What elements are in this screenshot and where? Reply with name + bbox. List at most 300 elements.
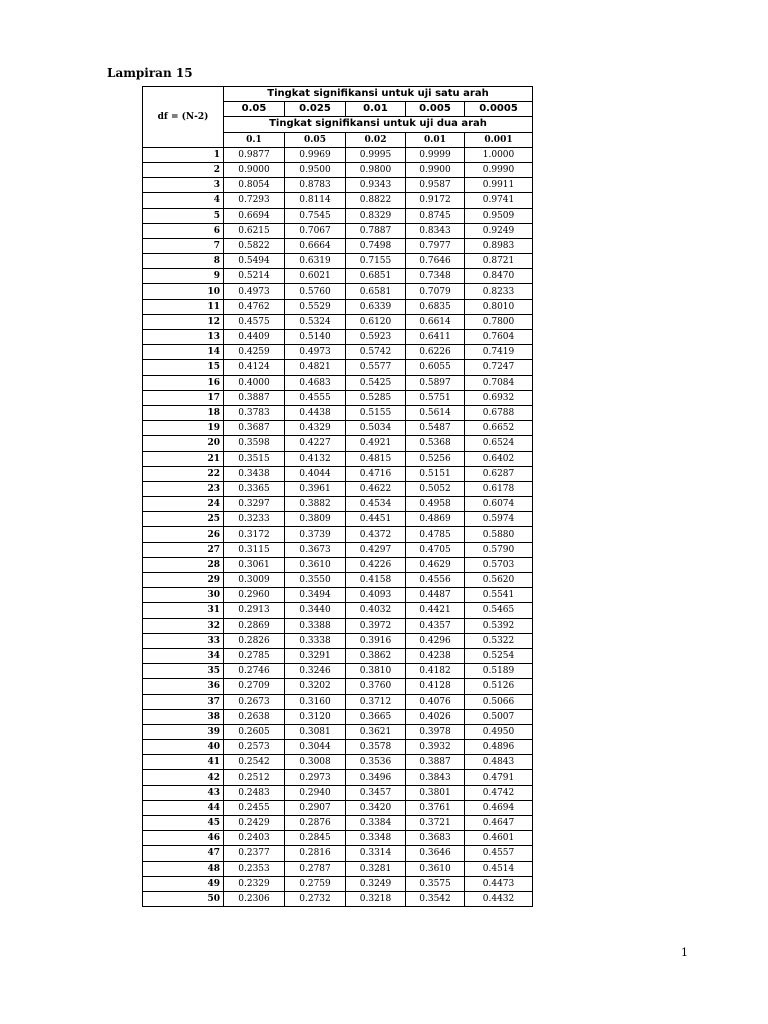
value-cell: 0.4716 xyxy=(346,466,406,481)
value-cell: 0.5620 xyxy=(465,573,533,588)
df-cell: 16 xyxy=(143,375,224,390)
value-cell: 0.5151 xyxy=(406,466,465,481)
value-cell: 0.2746 xyxy=(224,664,285,679)
value-cell: 0.4487 xyxy=(406,588,465,603)
value-cell: 0.8783 xyxy=(285,178,346,193)
value-cell: 0.7977 xyxy=(406,238,465,253)
value-cell: 0.4557 xyxy=(465,846,533,861)
value-cell: 0.7800 xyxy=(465,314,533,329)
df-cell: 46 xyxy=(143,831,224,846)
one-tail-header: Tingkat signifikansi untuk uji satu arah xyxy=(224,87,533,102)
value-cell: 0.3515 xyxy=(224,451,285,466)
value-cell: 0.4357 xyxy=(406,618,465,633)
one-tail-level: 0.005 xyxy=(406,102,465,117)
table-row xyxy=(143,208,533,223)
value-cell: 0.3420 xyxy=(346,800,406,815)
value-cell: 0.3610 xyxy=(406,861,465,876)
value-cell: 0.6120 xyxy=(346,314,406,329)
value-cell: 0.3598 xyxy=(224,436,285,451)
value-cell: 0.8010 xyxy=(465,299,533,314)
value-cell: 0.3961 xyxy=(285,481,346,496)
two-tail-level: 0.001 xyxy=(465,132,533,147)
df-cell: 38 xyxy=(143,709,224,724)
value-cell: 0.4950 xyxy=(465,724,533,739)
value-cell: 0.3687 xyxy=(224,421,285,436)
value-cell: 0.9995 xyxy=(346,147,406,162)
value-cell: 0.3578 xyxy=(346,740,406,755)
value-cell: 0.4683 xyxy=(285,375,346,390)
value-cell: 0.3887 xyxy=(406,755,465,770)
page-title: Lampiran 15 xyxy=(107,66,193,80)
value-cell: 0.8329 xyxy=(346,208,406,223)
value-cell: 0.8745 xyxy=(406,208,465,223)
df-cell: 49 xyxy=(143,876,224,891)
value-cell: 0.5751 xyxy=(406,390,465,405)
value-cell: 0.5392 xyxy=(465,618,533,633)
table-row xyxy=(143,694,533,709)
value-cell: 0.4372 xyxy=(346,527,406,542)
value-cell: 0.8983 xyxy=(465,238,533,253)
value-cell: 0.3009 xyxy=(224,573,285,588)
value-cell: 0.6851 xyxy=(346,269,406,284)
df-cell: 36 xyxy=(143,679,224,694)
value-cell: 0.2869 xyxy=(224,618,285,633)
value-cell: 0.4869 xyxy=(406,512,465,527)
value-cell: 0.7887 xyxy=(346,223,406,238)
df-cell: 32 xyxy=(143,618,224,633)
value-cell: 0.4076 xyxy=(406,694,465,709)
value-cell: 0.4762 xyxy=(224,299,285,314)
table-row xyxy=(143,162,533,177)
value-cell: 0.3978 xyxy=(406,724,465,739)
value-cell: 0.4534 xyxy=(346,497,406,512)
df-cell: 21 xyxy=(143,451,224,466)
df-cell: 17 xyxy=(143,390,224,405)
page-number: 1 xyxy=(681,946,688,959)
value-cell: 0.6932 xyxy=(465,390,533,405)
header-row-one-tail xyxy=(143,87,533,102)
value-cell: 0.9587 xyxy=(406,178,465,193)
value-cell: 0.7545 xyxy=(285,208,346,223)
value-cell: 0.3314 xyxy=(346,846,406,861)
value-cell: 0.6652 xyxy=(465,421,533,436)
value-cell: 0.5140 xyxy=(285,330,346,345)
value-cell: 0.2940 xyxy=(285,785,346,800)
table-row xyxy=(143,193,533,208)
value-cell: 0.7498 xyxy=(346,238,406,253)
two-tail-level: 0.05 xyxy=(285,132,346,147)
table-row xyxy=(143,618,533,633)
table-row xyxy=(143,238,533,253)
table-row xyxy=(143,436,533,451)
two-tail-level: 0.1 xyxy=(224,132,285,147)
df-cell: 43 xyxy=(143,785,224,800)
value-cell: 0.4432 xyxy=(465,891,533,906)
value-cell: 0.4409 xyxy=(224,330,285,345)
value-cell: 0.3621 xyxy=(346,724,406,739)
value-cell: 0.4226 xyxy=(346,557,406,572)
value-cell: 0.4259 xyxy=(224,345,285,360)
value-cell: 0.4601 xyxy=(465,831,533,846)
value-cell: 0.3760 xyxy=(346,679,406,694)
value-cell: 0.4843 xyxy=(465,755,533,770)
table-row xyxy=(143,800,533,815)
table-row xyxy=(143,345,533,360)
value-cell: 0.4473 xyxy=(465,876,533,891)
df-cell: 18 xyxy=(143,405,224,420)
value-cell: 0.9509 xyxy=(465,208,533,223)
value-cell: 0.4815 xyxy=(346,451,406,466)
value-cell: 0.3862 xyxy=(346,648,406,663)
table-row xyxy=(143,527,533,542)
value-cell: 0.4438 xyxy=(285,405,346,420)
value-cell: 0.9999 xyxy=(406,147,465,162)
value-cell: 0.9990 xyxy=(465,162,533,177)
value-cell: 0.6021 xyxy=(285,269,346,284)
value-cell: 0.3440 xyxy=(285,603,346,618)
value-cell: 0.4556 xyxy=(406,573,465,588)
df-cell: 11 xyxy=(143,299,224,314)
value-cell: 0.3882 xyxy=(285,497,346,512)
df-cell: 12 xyxy=(143,314,224,329)
table-row xyxy=(143,512,533,527)
table-row xyxy=(143,603,533,618)
df-cell: 39 xyxy=(143,724,224,739)
one-tail-level: 0.0005 xyxy=(465,102,533,117)
value-cell: 0.4158 xyxy=(346,573,406,588)
table-row xyxy=(143,466,533,481)
value-cell: 0.2638 xyxy=(224,709,285,724)
value-cell: 0.3739 xyxy=(285,527,346,542)
value-cell: 0.4821 xyxy=(285,360,346,375)
value-cell: 0.3338 xyxy=(285,633,346,648)
value-cell: 0.3646 xyxy=(406,846,465,861)
df-cell: 30 xyxy=(143,588,224,603)
table-row xyxy=(143,573,533,588)
value-cell: 0.4297 xyxy=(346,542,406,557)
value-cell: 0.3246 xyxy=(285,664,346,679)
value-cell: 0.3281 xyxy=(346,861,406,876)
value-cell: 0.3249 xyxy=(346,876,406,891)
value-cell: 0.6055 xyxy=(406,360,465,375)
value-cell: 0.9741 xyxy=(465,193,533,208)
value-cell: 0.4896 xyxy=(465,740,533,755)
one-tail-level: 0.05 xyxy=(224,102,285,117)
value-cell: 0.5126 xyxy=(465,679,533,694)
value-cell: 0.3761 xyxy=(406,800,465,815)
table-body xyxy=(143,87,533,907)
value-cell: 0.8470 xyxy=(465,269,533,284)
value-cell: 0.3438 xyxy=(224,466,285,481)
value-cell: 0.9800 xyxy=(346,162,406,177)
df-cell: 22 xyxy=(143,466,224,481)
value-cell: 0.3542 xyxy=(406,891,465,906)
value-cell: 0.3061 xyxy=(224,557,285,572)
value-cell: 0.3120 xyxy=(285,709,346,724)
df-cell: 1 xyxy=(143,147,224,162)
table-row xyxy=(143,755,533,770)
value-cell: 0.3610 xyxy=(285,557,346,572)
table-row xyxy=(143,542,533,557)
value-cell: 0.6287 xyxy=(465,466,533,481)
value-cell: 0.5066 xyxy=(465,694,533,709)
value-cell: 0.5974 xyxy=(465,512,533,527)
value-cell: 0.9249 xyxy=(465,223,533,238)
value-cell: 0.3115 xyxy=(224,542,285,557)
value-cell: 0.3843 xyxy=(406,770,465,785)
value-cell: 0.3384 xyxy=(346,816,406,831)
two-tail-header: Tingkat signifikansi untuk uji dua arah xyxy=(224,117,533,132)
df-cell: 42 xyxy=(143,770,224,785)
value-cell: 0.2787 xyxy=(285,861,346,876)
value-cell: 0.4421 xyxy=(406,603,465,618)
value-cell: 0.4032 xyxy=(346,603,406,618)
df-cell: 28 xyxy=(143,557,224,572)
value-cell: 0.5214 xyxy=(224,269,285,284)
value-cell: 0.8054 xyxy=(224,178,285,193)
value-cell: 0.2573 xyxy=(224,740,285,755)
value-cell: 0.3081 xyxy=(285,724,346,739)
value-cell: 0.5494 xyxy=(224,254,285,269)
value-cell: 0.6339 xyxy=(346,299,406,314)
value-cell: 0.3673 xyxy=(285,542,346,557)
value-cell: 0.2353 xyxy=(224,861,285,876)
value-cell: 0.5790 xyxy=(465,542,533,557)
value-cell: 0.2673 xyxy=(224,694,285,709)
df-cell: 19 xyxy=(143,421,224,436)
value-cell: 0.9969 xyxy=(285,147,346,162)
value-cell: 0.6788 xyxy=(465,405,533,420)
df-cell: 44 xyxy=(143,800,224,815)
value-cell: 0.3496 xyxy=(346,770,406,785)
value-cell: 0.2816 xyxy=(285,846,346,861)
value-cell: 0.5760 xyxy=(285,284,346,299)
df-cell: 3 xyxy=(143,178,224,193)
value-cell: 0.6226 xyxy=(406,345,465,360)
value-cell: 0.5189 xyxy=(465,664,533,679)
table-row xyxy=(143,147,533,162)
table-row xyxy=(143,709,533,724)
value-cell: 0.2377 xyxy=(224,846,285,861)
value-cell: 0.2960 xyxy=(224,588,285,603)
value-cell: 0.3457 xyxy=(346,785,406,800)
value-cell: 0.2403 xyxy=(224,831,285,846)
value-cell: 0.6835 xyxy=(406,299,465,314)
table-row xyxy=(143,314,533,329)
value-cell: 0.5465 xyxy=(465,603,533,618)
value-cell: 0.4694 xyxy=(465,800,533,815)
value-cell: 0.5155 xyxy=(346,405,406,420)
value-cell: 0.2709 xyxy=(224,679,285,694)
table-row xyxy=(143,846,533,861)
df-cell: 37 xyxy=(143,694,224,709)
value-cell: 0.4044 xyxy=(285,466,346,481)
value-cell: 0.5368 xyxy=(406,436,465,451)
df-cell: 24 xyxy=(143,497,224,512)
table-row xyxy=(143,254,533,269)
value-cell: 0.2973 xyxy=(285,770,346,785)
value-cell: 0.3365 xyxy=(224,481,285,496)
value-cell: 0.4575 xyxy=(224,314,285,329)
df-cell: 4 xyxy=(143,193,224,208)
df-cell: 15 xyxy=(143,360,224,375)
value-cell: 0.9900 xyxy=(406,162,465,177)
value-cell: 0.3218 xyxy=(346,891,406,906)
value-cell: 0.7079 xyxy=(406,284,465,299)
value-cell: 0.3916 xyxy=(346,633,406,648)
value-cell: 0.4791 xyxy=(465,770,533,785)
value-cell: 0.7419 xyxy=(465,345,533,360)
table-row xyxy=(143,405,533,420)
value-cell: 0.5742 xyxy=(346,345,406,360)
value-cell: 0.7247 xyxy=(465,360,533,375)
value-cell: 0.5285 xyxy=(346,390,406,405)
value-cell: 0.3932 xyxy=(406,740,465,755)
value-cell: 0.4132 xyxy=(285,451,346,466)
value-cell: 0.6402 xyxy=(465,451,533,466)
df-cell: 23 xyxy=(143,481,224,496)
value-cell: 0.3044 xyxy=(285,740,346,755)
value-cell: 0.2455 xyxy=(224,800,285,815)
value-cell: 0.3575 xyxy=(406,876,465,891)
value-cell: 0.2512 xyxy=(224,770,285,785)
value-cell: 0.5703 xyxy=(465,557,533,572)
value-cell: 0.5529 xyxy=(285,299,346,314)
value-cell: 0.5487 xyxy=(406,421,465,436)
df-cell: 31 xyxy=(143,603,224,618)
value-cell: 0.6178 xyxy=(465,481,533,496)
value-cell: 0.4451 xyxy=(346,512,406,527)
value-cell: 0.4647 xyxy=(465,816,533,831)
value-cell: 0.4742 xyxy=(465,785,533,800)
value-cell: 0.4958 xyxy=(406,497,465,512)
value-cell: 0.2845 xyxy=(285,831,346,846)
value-cell: 0.4622 xyxy=(346,481,406,496)
value-cell: 0.3972 xyxy=(346,618,406,633)
table-row xyxy=(143,588,533,603)
value-cell: 0.5822 xyxy=(224,238,285,253)
value-cell: 0.2759 xyxy=(285,876,346,891)
df-cell: 48 xyxy=(143,861,224,876)
one-tail-level: 0.01 xyxy=(346,102,406,117)
df-cell: 8 xyxy=(143,254,224,269)
value-cell: 0.4973 xyxy=(224,284,285,299)
table-row xyxy=(143,664,533,679)
one-tail-level: 0.025 xyxy=(285,102,346,117)
table-row xyxy=(143,330,533,345)
table-row xyxy=(143,724,533,739)
table-row xyxy=(143,633,533,648)
value-cell: 0.9172 xyxy=(406,193,465,208)
value-cell: 0.3291 xyxy=(285,648,346,663)
critical-values-table xyxy=(142,86,533,907)
value-cell: 0.3810 xyxy=(346,664,406,679)
value-cell: 0.8721 xyxy=(465,254,533,269)
table-row xyxy=(143,223,533,238)
value-cell: 0.8343 xyxy=(406,223,465,238)
value-cell: 0.4705 xyxy=(406,542,465,557)
value-cell: 0.7348 xyxy=(406,269,465,284)
value-cell: 0.7293 xyxy=(224,193,285,208)
value-cell: 0.2429 xyxy=(224,816,285,831)
value-cell: 0.3721 xyxy=(406,816,465,831)
df-cell: 26 xyxy=(143,527,224,542)
df-cell: 41 xyxy=(143,755,224,770)
value-cell: 0.2605 xyxy=(224,724,285,739)
df-cell: 45 xyxy=(143,816,224,831)
table-row xyxy=(143,360,533,375)
value-cell: 0.5254 xyxy=(465,648,533,663)
value-cell: 0.3388 xyxy=(285,618,346,633)
value-cell: 0.5614 xyxy=(406,405,465,420)
value-cell: 0.3536 xyxy=(346,755,406,770)
value-cell: 0.2483 xyxy=(224,785,285,800)
value-cell: 0.3172 xyxy=(224,527,285,542)
table-row xyxy=(143,891,533,906)
value-cell: 0.2907 xyxy=(285,800,346,815)
table-row xyxy=(143,831,533,846)
value-cell: 0.8233 xyxy=(465,284,533,299)
value-cell: 0.5324 xyxy=(285,314,346,329)
value-cell: 0.7155 xyxy=(346,254,406,269)
value-cell: 0.6694 xyxy=(224,208,285,223)
value-cell: 0.9500 xyxy=(285,162,346,177)
value-cell: 0.3160 xyxy=(285,694,346,709)
value-cell: 0.7646 xyxy=(406,254,465,269)
value-cell: 0.9343 xyxy=(346,178,406,193)
value-cell: 0.4296 xyxy=(406,633,465,648)
table-row xyxy=(143,861,533,876)
value-cell: 0.2542 xyxy=(224,755,285,770)
value-cell: 0.2306 xyxy=(224,891,285,906)
value-cell: 0.5052 xyxy=(406,481,465,496)
value-cell: 0.8822 xyxy=(346,193,406,208)
table-row xyxy=(143,785,533,800)
two-tail-level: 0.01 xyxy=(406,132,465,147)
value-cell: 0.5923 xyxy=(346,330,406,345)
value-cell: 0.4555 xyxy=(285,390,346,405)
table-row xyxy=(143,284,533,299)
df-cell: 40 xyxy=(143,740,224,755)
df-cell: 33 xyxy=(143,633,224,648)
value-cell: 0.4128 xyxy=(406,679,465,694)
value-cell: 0.6524 xyxy=(465,436,533,451)
df-cell: 27 xyxy=(143,542,224,557)
df-cell: 14 xyxy=(143,345,224,360)
df-cell: 34 xyxy=(143,648,224,663)
value-cell: 0.3783 xyxy=(224,405,285,420)
value-cell: 0.9877 xyxy=(224,147,285,162)
value-cell: 0.4973 xyxy=(285,345,346,360)
two-tail-level: 0.02 xyxy=(346,132,406,147)
value-cell: 0.2913 xyxy=(224,603,285,618)
value-cell: 0.3494 xyxy=(285,588,346,603)
table-row xyxy=(143,770,533,785)
df-cell: 20 xyxy=(143,436,224,451)
df-cell: 10 xyxy=(143,284,224,299)
value-cell: 0.6319 xyxy=(285,254,346,269)
value-cell: 0.7067 xyxy=(285,223,346,238)
value-cell: 0.7604 xyxy=(465,330,533,345)
value-cell: 0.4785 xyxy=(406,527,465,542)
table-row xyxy=(143,390,533,405)
value-cell: 0.5007 xyxy=(465,709,533,724)
value-cell: 0.3008 xyxy=(285,755,346,770)
table-row xyxy=(143,451,533,466)
value-cell: 0.2826 xyxy=(224,633,285,648)
value-cell: 0.4093 xyxy=(346,588,406,603)
value-cell: 0.3348 xyxy=(346,831,406,846)
